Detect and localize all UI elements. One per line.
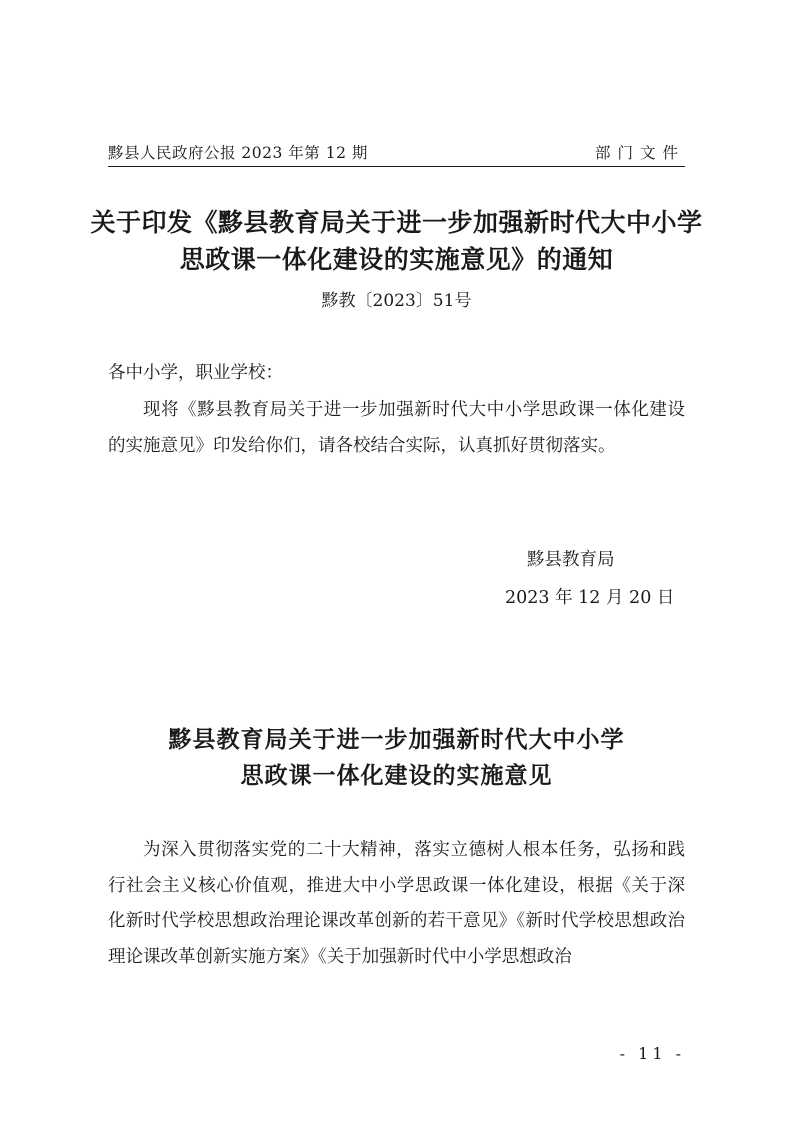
notice-title-line-1: 关于印发《黟县教育局关于进一步加强新时代大中小学 bbox=[90, 208, 703, 237]
issuer-signature: 黟县教育局 bbox=[527, 550, 615, 570]
notice-title-line-2: 思政课一体化建设的实施意见》的通知 bbox=[179, 245, 614, 274]
document-number: 黟教〔2023〕51号 bbox=[321, 291, 472, 311]
section-label: 部门文件 bbox=[594, 144, 685, 162]
issue-date: 2023 年 12 月 20 日 bbox=[505, 588, 675, 608]
header-divider bbox=[108, 166, 685, 167]
opinion-title-line-1: 黟县教育局关于进一步加强新时代大中小学 bbox=[168, 726, 625, 753]
page-number: - 11 - bbox=[619, 1044, 685, 1063]
publication-title: 黟县人民政府公报 2023 年第 12 期 bbox=[108, 144, 368, 162]
notice-body: 现将《黟县教育局关于进一步加强新时代大中小学思政课一体化建设的实施意见》印发给你们，请各校结合实际，认真抓好贯彻落实。 bbox=[108, 400, 685, 456]
opinion-body: 为深入贯彻落实党的二十大精神，落实立德树人根本任务，弘扬和践行社会主义核心价值观，推进大中小学思政课一体化建设，根据《关于深化新时代学校思想政治理论课改革创新的若干意见》《新时代学校思想政治理论课改革创新实施方案》《关于加强新时代中小学思想政治 bbox=[108, 840, 685, 967]
running-header bbox=[108, 141, 685, 165]
opinion-title-line-2: 思政课一体化建设的实施意见 bbox=[240, 762, 553, 789]
addressee: 各中小学，职业学校： bbox=[108, 363, 283, 383]
